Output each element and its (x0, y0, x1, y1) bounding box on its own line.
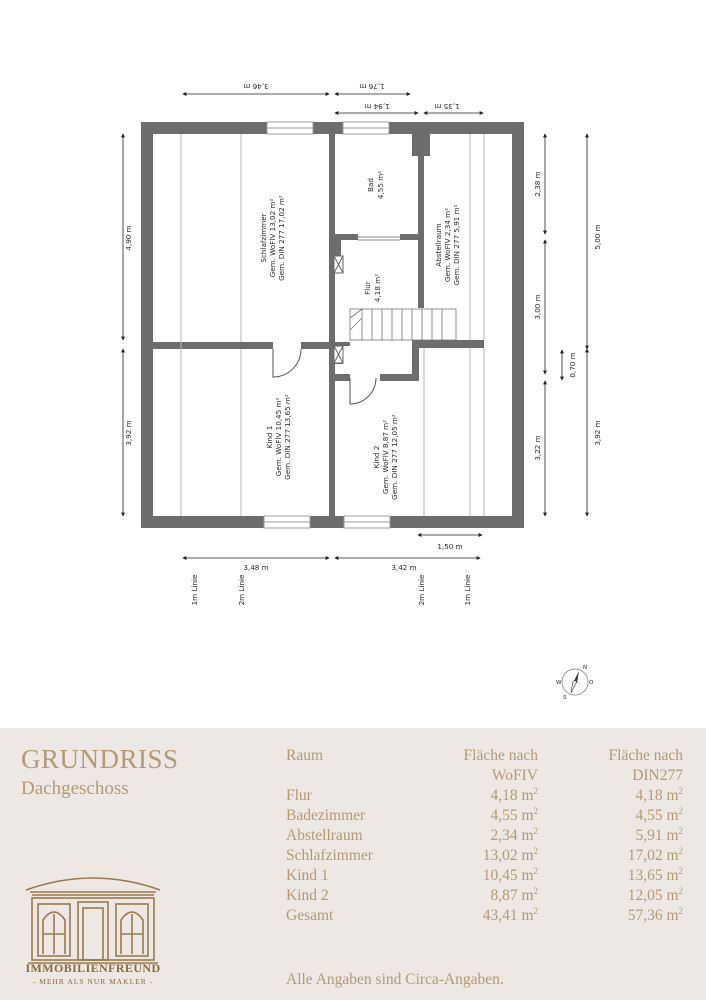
table-cell-din: 13,65 $m^2$ (627, 866, 683, 884)
room-label-bad (366, 171, 385, 199)
room-name: Bad (366, 178, 375, 192)
table-rows-din (560, 786, 683, 926)
table-header-din-line2: DIN277 (632, 767, 683, 784)
table-cell-raum: Badezimmer (286, 807, 366, 824)
room-name: Schlafzimmer (259, 213, 268, 263)
dim-bottom-348: 3,48 m (243, 563, 269, 572)
table-cell-wofiv: 13,02 $m^2$ (482, 846, 538, 864)
room-area-wofiv: Gem. WoFlV 8,87 m² (381, 419, 390, 495)
compass-icon (556, 665, 594, 701)
compass-n: N (583, 665, 588, 671)
table-cell-din: 4,18 $m^2$ (635, 786, 683, 804)
line-marker: 1m Linie (190, 574, 199, 606)
table-cell-raum: Kind 1 (286, 867, 329, 884)
table-column-din277 (560, 746, 683, 924)
table-cell-din: 57,36 $m^2$ (627, 906, 683, 924)
room-area: 4,55 m² (376, 170, 385, 200)
table-column-wofiv (420, 746, 538, 924)
dim-top-135: 1,35 m (434, 102, 460, 111)
dim-right-322: 3,22 m (533, 435, 542, 461)
room-label-schlafzimmer (259, 195, 286, 281)
shafts (334, 256, 343, 363)
room-label-kind1 (265, 394, 292, 480)
page-subtitle: Dachgeschoss (21, 778, 129, 799)
table-header-raum: Raum (286, 747, 324, 764)
height-line-markers (190, 574, 472, 605)
room-area-din: Gem. DIN 277 12,05 m² (390, 414, 399, 500)
line-marker: 2m Linie (237, 574, 246, 606)
table-header-din-line1: Fläche nach (608, 747, 683, 764)
table-cell-wofiv: 4,18 $m^2$ (490, 786, 538, 804)
table-cell-raum: Kind 2 (286, 887, 329, 904)
table-cell-wofiv: 8,87 $m^2$ (490, 886, 538, 904)
room-name: Flur (363, 281, 372, 295)
disclaimer-note: Alle Angaben sind Circa-Angaben. (286, 971, 504, 988)
table-cell-din: 4,55 $m^2$ (635, 806, 683, 824)
logo-brand-name: IMMOBILIENFREUND (25, 961, 161, 975)
line-marker: 2m Linie (417, 574, 426, 606)
table-cell-wofiv: 43,41 $m^2$ (482, 906, 538, 924)
table-cell-raum: Gesamt (286, 907, 334, 924)
page-title: GRUNDRISS (21, 744, 179, 774)
table-cell-raum: Abstellraum (286, 827, 363, 844)
dim-right-300: 3,00 m (533, 294, 542, 320)
dim-right-500: 5,00 m (593, 224, 602, 250)
room-area: 4,18 m² (373, 273, 382, 303)
line-marker: 1m Linie (463, 574, 472, 606)
dim-top-346: 3,46 m (243, 82, 269, 91)
dim-right-238: 2,38 m (533, 171, 542, 197)
table-rows-raum (286, 786, 416, 926)
table-cell-wofiv: 2,34 $m^2$ (490, 826, 538, 844)
room-name: Kind 1 (265, 425, 274, 449)
room-label-abstellraum (434, 204, 461, 285)
staircase (350, 309, 456, 340)
dim-right-070: 0,70 m (568, 352, 577, 378)
compass-o: O (589, 680, 594, 686)
room-area-din: Gem. DIN 277 13,65 m² (283, 394, 292, 480)
dim-left-392: 3,92 m (124, 420, 133, 446)
logo-tagline: - MEHR ALS NUR MAKLER - (32, 977, 154, 986)
room-name: Kind 2 (372, 445, 381, 469)
table-cell-raum: Schlafzimmer (286, 847, 373, 864)
room-area-wofiv: Gem. WoFlV 13,02 m² (268, 198, 277, 278)
compass-s: S (563, 695, 567, 701)
room-name: Abstellraum (434, 223, 443, 267)
compass-w: W (556, 680, 562, 686)
table-cell-din: 12,05 $m^2$ (627, 886, 683, 904)
table-cell-din: 5,91 $m^2$ (635, 826, 683, 844)
table-header-wofiv-line1: Fläche nach (463, 747, 538, 764)
room-area-din: Gem. DIN 277 5,91 m² (452, 204, 461, 286)
table-cell-wofiv: 10,45 $m^2$ (482, 866, 538, 884)
room-area-wofiv: Gem. WoFlV 2,34 m² (443, 207, 452, 283)
table-cell-din: 17,02 $m^2$ (627, 846, 683, 864)
table-cell-raum: Flur (286, 787, 312, 804)
room-label-flur (363, 274, 382, 302)
table-column-raum (286, 746, 416, 924)
dim-bottom-150: 1,50 m (437, 542, 463, 551)
table-cell-wofiv: 4,55 $m^2$ (490, 806, 538, 824)
table-rows-wofiv (420, 786, 538, 926)
dim-left-490: 4,90 m (124, 225, 133, 251)
room-area-din: Gem. DIN 277 17,02 m² (277, 195, 286, 281)
dim-bottom-342: 3,42 m (391, 563, 417, 572)
room-area-wofiv: Gem. WoFlV 10,45 m² (274, 397, 283, 477)
dim-top-176: 1,76 m (359, 82, 385, 91)
room-label-kind2 (372, 414, 399, 500)
table-header-wofiv-line2: WoFIV (491, 767, 538, 784)
dim-right-392: 3,92 m (593, 420, 602, 446)
dim-top-194: 1,94 m (364, 102, 390, 111)
